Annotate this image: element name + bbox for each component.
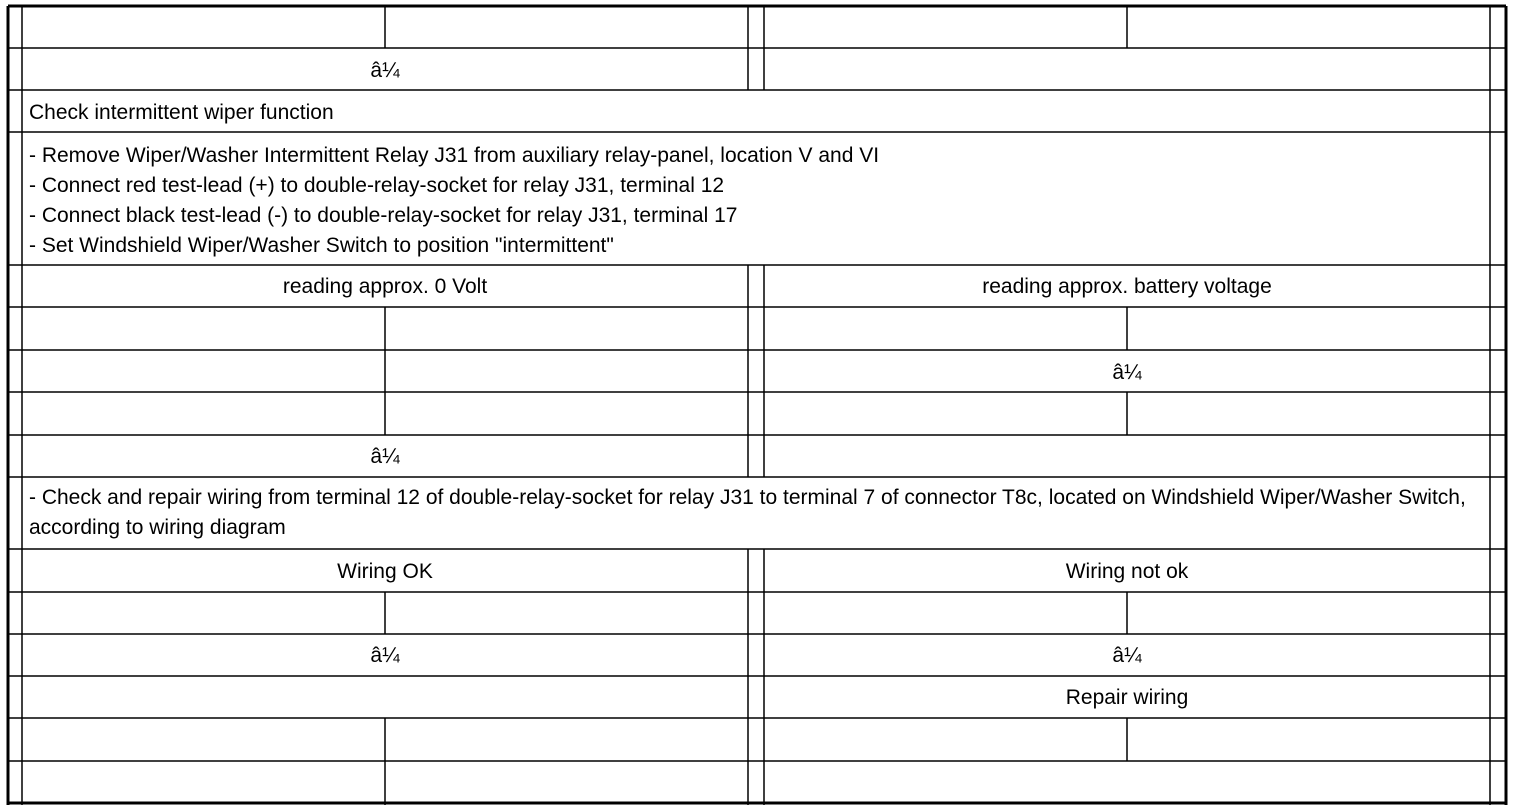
- arrow-down-icon: â¼: [370, 445, 400, 468]
- arrow-down-icon: â¼: [1112, 644, 1142, 667]
- result-battery-voltage: reading approx. battery voltage: [982, 275, 1272, 298]
- arrow-down-icon: â¼: [370, 644, 400, 667]
- instruction-line: - Connect black test-lead (-) to double-relay-socket for relay J31, terminal 17: [29, 204, 738, 227]
- instruction-list: [22, 141, 1490, 263]
- step-title: Check intermittent wiper function: [29, 101, 334, 124]
- instruction-line: - Set Windshield Wiper/Washer Switch to position "intermittent": [29, 234, 614, 257]
- result-zero-volt: reading approx. 0 Volt: [282, 275, 488, 298]
- wiring-check-instruction: - Check and repair wiring from terminal 12 of double-relay-socket for relay J31 to terminal 7 of connector T8c, located on Windshield Wiper/Washer Switch, according to wiring diagram: [29, 486, 1466, 539]
- instruction-line: - Remove Wiper/Washer Intermittent Relay J31 from auxiliary relay-panel, location V and VI: [29, 144, 880, 167]
- arrow-down-icon: â¼: [1112, 361, 1142, 384]
- arrow-down-icon: â¼: [370, 59, 400, 82]
- repair-wiring-label: Repair wiring: [1065, 686, 1189, 709]
- wiring-not-ok-label: Wiring not ok: [1065, 560, 1189, 583]
- wiring-ok-label: Wiring OK: [337, 560, 433, 583]
- instruction-line: - Connect red test-lead (+) to double-relay-socket for relay J31, terminal 12: [29, 174, 725, 197]
